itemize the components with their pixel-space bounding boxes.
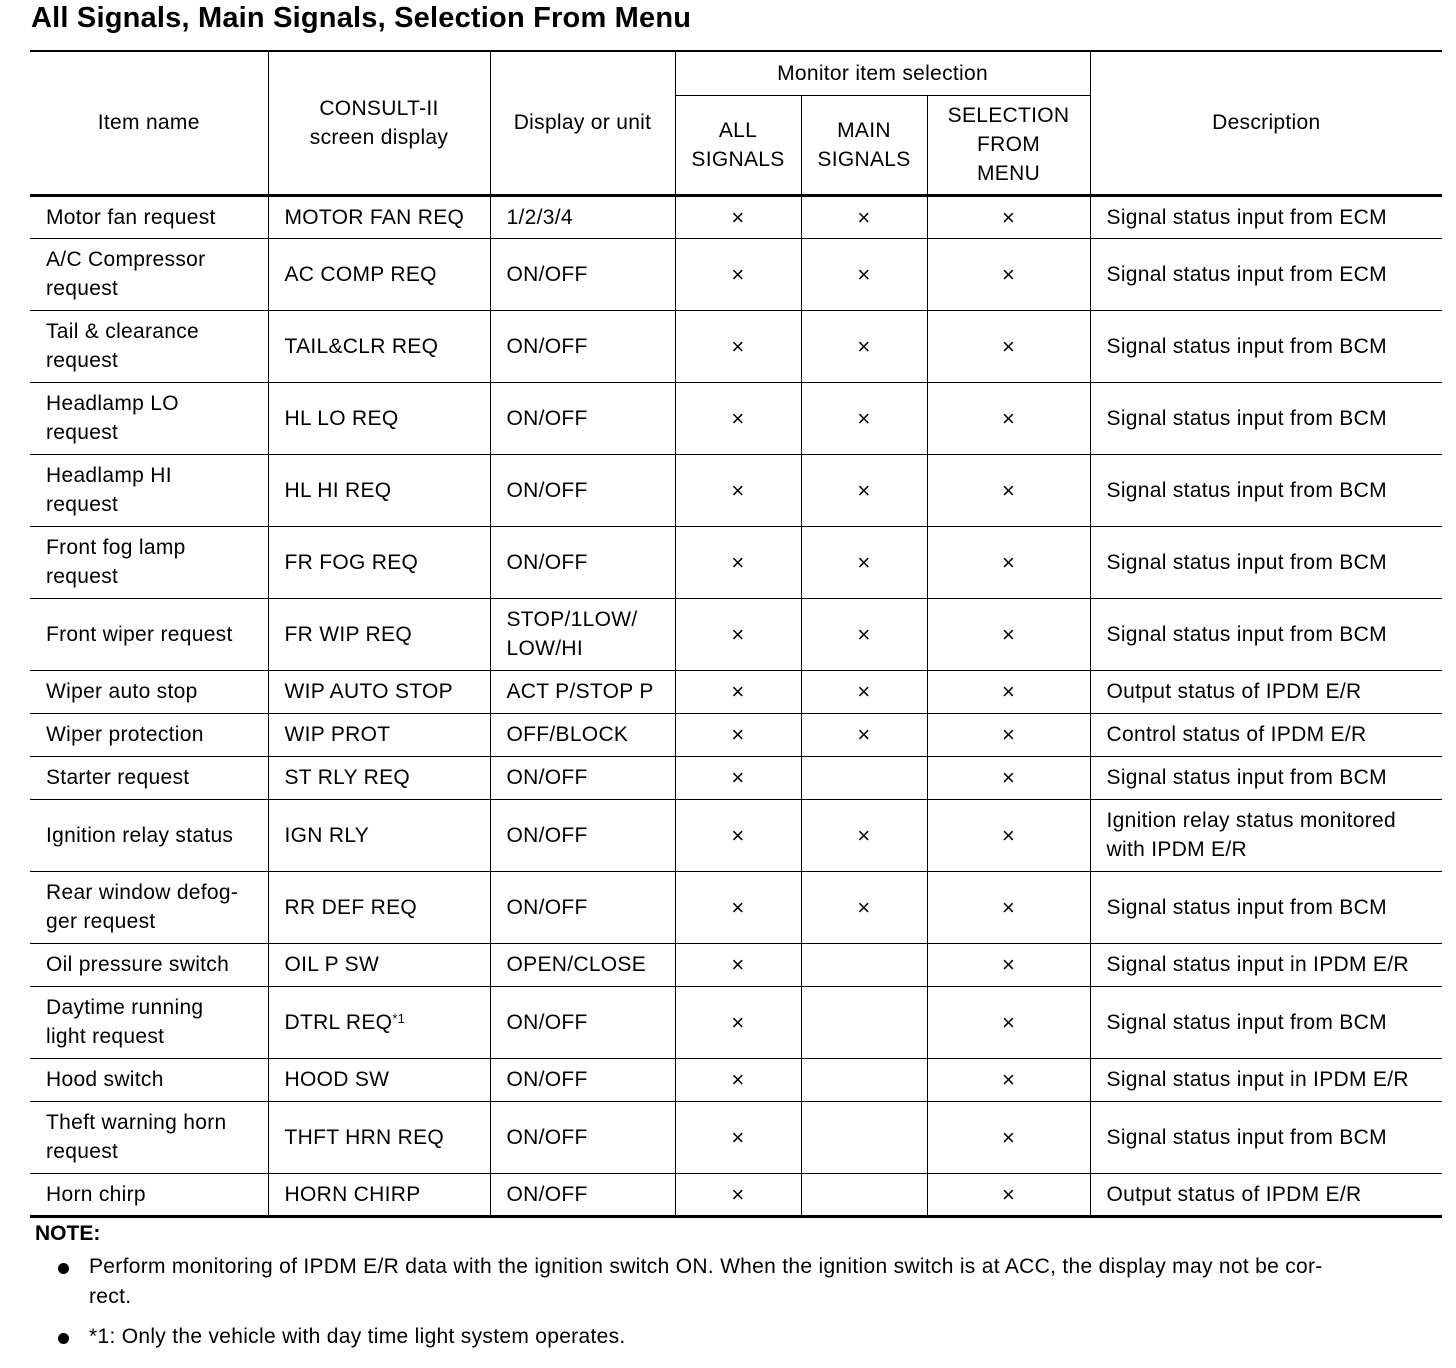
item-name-cell: Theft warning horn request (30, 1101, 268, 1173)
table-row (30, 238, 1442, 310)
header-main-signals: MAIN SIGNALS (801, 95, 927, 195)
table-row (30, 756, 1442, 799)
display-unit-cell: ON/OFF (490, 756, 675, 799)
consult-display-cell: HL LO REQ (268, 382, 490, 454)
all-signals-cell: × (675, 598, 801, 670)
description-cell: Signal status input in IPDM E/R (1090, 943, 1442, 986)
description-cell: Ignition relay status monitored with IPDM E/R (1090, 799, 1442, 871)
all-signals-cell: × (675, 670, 801, 713)
all-signals-cell: × (675, 986, 801, 1058)
item-name-cell: Oil pressure switch (30, 943, 268, 986)
description-cell: Output status of IPDM E/R (1090, 670, 1442, 713)
item-name-cell: Starter request (30, 756, 268, 799)
selection-from-menu-cell: × (927, 871, 1090, 943)
main-signals-cell: × (801, 310, 927, 382)
main-signals-cell: × (801, 526, 927, 598)
main-signals-cell (801, 1058, 927, 1101)
display-unit-cell: ON/OFF (490, 1101, 675, 1173)
table-body (30, 195, 1442, 1216)
table-row (30, 713, 1442, 756)
consult-display-cell: ST RLY REQ (268, 756, 490, 799)
display-unit-cell: ON/OFF (490, 382, 675, 454)
description-cell: Signal status input from BCM (1090, 454, 1442, 526)
consult-display-cell: MOTOR FAN REQ (268, 195, 490, 238)
display-unit-cell: ON/OFF (490, 454, 675, 526)
header-display: Display or unit (490, 51, 675, 195)
description-cell: Signal status input from BCM (1090, 871, 1442, 943)
consult-display-cell: THFT HRN REQ (268, 1101, 490, 1173)
main-signals-cell (801, 1101, 927, 1173)
main-signals-cell (801, 756, 927, 799)
description-cell: Signal status input from BCM (1090, 598, 1442, 670)
all-signals-cell: × (675, 756, 801, 799)
consult-display-cell: AC COMP REQ (268, 238, 490, 310)
main-signals-cell (801, 1173, 927, 1216)
all-signals-cell: × (675, 943, 801, 986)
selection-from-menu-cell: × (927, 670, 1090, 713)
header-selection-from-menu: SELECTION FROM MENU (927, 95, 1090, 195)
item-name-cell: Wiper protection (30, 713, 268, 756)
header-all-signals: ALL SIGNALS (675, 95, 801, 195)
table-row (30, 1101, 1442, 1173)
description-cell: Signal status input from BCM (1090, 1101, 1442, 1173)
all-signals-cell: × (675, 310, 801, 382)
all-signals-cell: × (675, 195, 801, 238)
item-name-cell: Tail & clearance request (30, 310, 268, 382)
table-row (30, 526, 1442, 598)
main-signals-cell: × (801, 454, 927, 526)
description-cell: Signal status input in IPDM E/R (1090, 1058, 1442, 1101)
selection-from-menu-cell: × (927, 756, 1090, 799)
main-signals-cell: × (801, 670, 927, 713)
display-unit-cell: ON/OFF (490, 1058, 675, 1101)
all-signals-cell: × (675, 526, 801, 598)
item-name-cell: Wiper auto stop (30, 670, 268, 713)
item-name-cell: Headlamp HI request (30, 454, 268, 526)
selection-from-menu-cell: × (927, 799, 1090, 871)
description-cell: Signal status input from ECM (1090, 238, 1442, 310)
note-bullet: *1: Only the vehicle with day time light system operates. (58, 1322, 1443, 1352)
table-row (30, 1173, 1442, 1216)
table-row (30, 454, 1442, 526)
consult-display-cell: TAIL&CLR REQ (268, 310, 490, 382)
display-unit-cell: ON/OFF (490, 238, 675, 310)
description-cell: Signal status input from BCM (1090, 756, 1442, 799)
consult-display-cell: WIP PROT (268, 713, 490, 756)
table-row (30, 598, 1442, 670)
header-description: Description (1090, 51, 1442, 195)
consult-display-cell: DTRL REQ$^{*1}$ (268, 986, 490, 1058)
description-cell: Signal status input from BCM (1090, 382, 1442, 454)
display-unit-cell: ON/OFF (490, 310, 675, 382)
item-name-cell: Ignition relay status (30, 799, 268, 871)
table-row (30, 382, 1442, 454)
consult-display-cell: HOOD SW (268, 1058, 490, 1101)
description-cell: Signal status input from BCM (1090, 310, 1442, 382)
display-unit-cell: ON/OFF (490, 799, 675, 871)
main-signals-cell (801, 943, 927, 986)
main-signals-cell: × (801, 598, 927, 670)
all-signals-cell: × (675, 454, 801, 526)
item-name-cell: Front fog lamp request (30, 526, 268, 598)
display-unit-cell: ON/OFF (490, 1173, 675, 1216)
header-consult: CONSULT-II screen display (268, 51, 490, 195)
note-list (58, 1252, 1443, 1362)
item-name-cell: Motor fan request (30, 195, 268, 238)
consult-display-cell: HORN CHIRP (268, 1173, 490, 1216)
selection-from-menu-cell: × (927, 1101, 1090, 1173)
selection-from-menu-cell: × (927, 713, 1090, 756)
page-title: All Signals, Main Signals, Selection From Menu (31, 2, 692, 34)
display-unit-cell: ACT P/STOP P (490, 670, 675, 713)
consult-display-cell: FR FOG REQ (268, 526, 490, 598)
main-signals-cell: × (801, 871, 927, 943)
table-row (30, 799, 1442, 871)
table-row (30, 310, 1442, 382)
consult-display-cell: RR DEF REQ (268, 871, 490, 943)
consult-display-cell: FR WIP REQ (268, 598, 490, 670)
description-cell: Signal status input from BCM (1090, 986, 1442, 1058)
consult-display-cell: IGN RLY (268, 799, 490, 871)
all-signals-cell: × (675, 1173, 801, 1216)
table-row (30, 986, 1442, 1058)
all-signals-cell: × (675, 382, 801, 454)
item-name-cell: Headlamp LO request (30, 382, 268, 454)
item-name-cell: Hood switch (30, 1058, 268, 1101)
all-signals-cell: × (675, 238, 801, 310)
item-name-cell: Daytime running light request (30, 986, 268, 1058)
selection-from-menu-cell: × (927, 943, 1090, 986)
bullet-dot-icon (58, 1263, 69, 1274)
main-signals-cell (801, 986, 927, 1058)
display-unit-cell: 1/2/3/4 (490, 195, 675, 238)
all-signals-cell: × (675, 713, 801, 756)
description-cell: Output status of IPDM E/R (1090, 1173, 1442, 1216)
item-name-cell: A/C Compressor request (30, 238, 268, 310)
consult-display-cell: WIP AUTO STOP (268, 670, 490, 713)
selection-from-menu-cell: × (927, 310, 1090, 382)
all-signals-cell: × (675, 1058, 801, 1101)
table-row (30, 1058, 1442, 1101)
main-signals-cell: × (801, 799, 927, 871)
item-name-cell: Horn chirp (30, 1173, 268, 1216)
selection-from-menu-cell: × (927, 986, 1090, 1058)
selection-from-menu-cell: × (927, 598, 1090, 670)
consult-display-cell: OIL P SW (268, 943, 490, 986)
selection-from-menu-cell: × (927, 382, 1090, 454)
all-signals-cell: × (675, 871, 801, 943)
selection-from-menu-cell: × (927, 1058, 1090, 1101)
selection-from-menu-cell: × (927, 454, 1090, 526)
header-monitor-selection: Monitor item selection (675, 51, 1090, 95)
display-unit-cell: OPEN/CLOSE (490, 943, 675, 986)
display-unit-cell: ON/OFF (490, 871, 675, 943)
table-row (30, 871, 1442, 943)
bullet-dot-icon (58, 1333, 69, 1344)
main-signals-cell: × (801, 713, 927, 756)
selection-from-menu-cell: × (927, 1173, 1090, 1216)
item-name-cell: Rear window defog- ger request (30, 871, 268, 943)
all-signals-cell: × (675, 799, 801, 871)
description-cell: Signal status input from ECM (1090, 195, 1442, 238)
display-unit-cell: ON/OFF (490, 526, 675, 598)
table-row (30, 670, 1442, 713)
item-name-cell: Front wiper request (30, 598, 268, 670)
main-signals-cell: × (801, 382, 927, 454)
selection-from-menu-cell: × (927, 238, 1090, 310)
header-item-name: Item name (30, 51, 268, 195)
all-signals-cell: × (675, 1101, 801, 1173)
main-signals-cell: × (801, 238, 927, 310)
table-row (30, 195, 1442, 238)
description-cell: Signal status input from BCM (1090, 526, 1442, 598)
table-row (30, 943, 1442, 986)
display-unit-cell: ON/OFF (490, 986, 675, 1058)
display-unit-cell: STOP/1LOW/ LOW/HI (490, 598, 675, 670)
selection-from-menu-cell: × (927, 526, 1090, 598)
note-bullet: Perform monitoring of IPDM E/R data with the ignition switch ON. When the ignition switch is at ACC, the display may not be cor- rect. (58, 1252, 1443, 1312)
description-cell: Control status of IPDM E/R (1090, 713, 1442, 756)
selection-from-menu-cell: × (927, 195, 1090, 238)
consult-display-cell: HL HI REQ (268, 454, 490, 526)
note-label: NOTE: (35, 1222, 101, 1245)
display-unit-cell: OFF/BLOCK (490, 713, 675, 756)
signals-table (30, 50, 1442, 1218)
main-signals-cell: × (801, 195, 927, 238)
